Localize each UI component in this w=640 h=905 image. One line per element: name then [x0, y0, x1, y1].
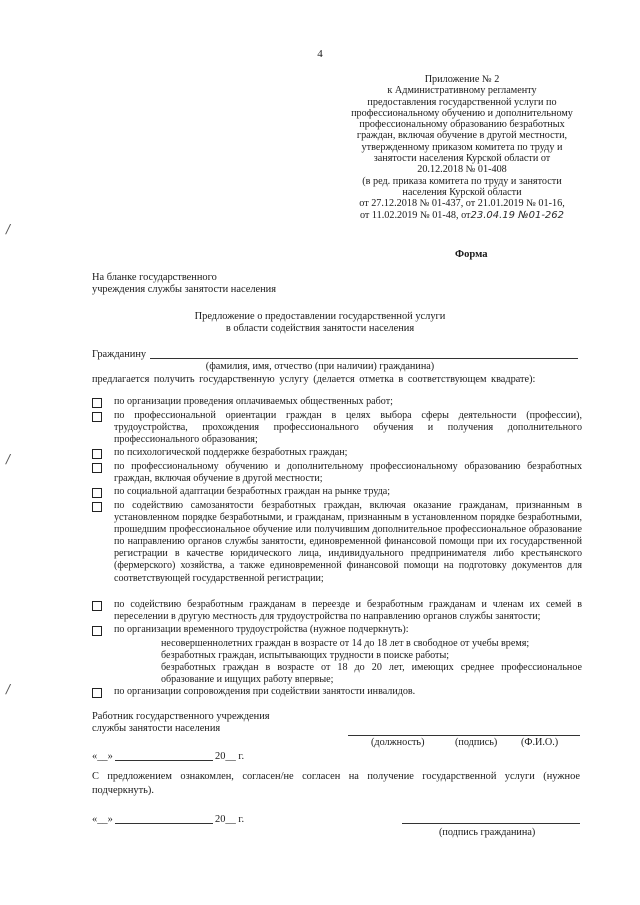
worker-line: службы занятости населения — [92, 723, 221, 734]
date-day: «__» — [92, 814, 113, 825]
date-year: 20__ г. — [215, 751, 245, 762]
service-text: по организации проведения оплачиваемых общественных работ; — [114, 396, 393, 407]
service-checkbox[interactable] — [92, 601, 102, 611]
appendix-line: населения Курской области — [402, 186, 522, 198]
appendix-line: (в ред. приказа комитета по труду и занятости — [362, 175, 562, 187]
worker-line: Работник государственного учреждения — [92, 711, 270, 722]
appendix-last-line — [343, 210, 581, 221]
offer-text: предлагается получить государственную услугу (делается отметка в соответствующем квадрате): — [92, 374, 536, 385]
service-item — [92, 486, 582, 499]
service-text: по организации временного трудоустройства (нужное подчеркнуть): — [114, 624, 409, 635]
fio-caption: (фамилия, имя, отчество (при наличии) гражданина) — [205, 361, 435, 372]
signature-caption: (подпись) — [455, 737, 498, 748]
temp-employment-option[interactable]: безработных граждан, испытывающих трудности в поиске работы; — [161, 650, 450, 661]
margin-mark: / — [6, 452, 11, 466]
appendix-line: предоставления государственной услуги по — [367, 96, 557, 108]
service-text: по социальной адаптации безработных граждан на рынке труда; — [114, 486, 391, 497]
service-item — [92, 410, 582, 448]
citizen-signature-line[interactable] — [402, 823, 580, 824]
appendix-line-text: от 11.02.2019 № 01-48, от — [359, 209, 471, 221]
document-title — [0, 311, 640, 335]
date-year: 20__ г. — [215, 814, 245, 825]
worker-signature-line[interactable] — [348, 735, 580, 736]
appendix-line: утвержденному приказом комитета по труду и — [361, 141, 563, 153]
appendix-line: занятости населения Курской области от — [373, 153, 551, 165]
date-day: «__» — [92, 751, 113, 762]
service-item — [92, 396, 582, 409]
agreement-text: С предложением ознакомлен, согласен/не согласен на получение государственной услуги (нужное подчеркнуть). — [92, 771, 580, 796]
title-line: в области содействия занятости населения — [225, 323, 415, 334]
temp-employment-option[interactable]: несовершеннолетних граждан в возрасте от 14 до 18 лет в свободное от учебы время; — [161, 638, 530, 649]
handwritten-amendment: 23.04.19 №01-262 — [470, 209, 565, 221]
appendix-line: профессиональному образованию безработных — [359, 119, 565, 131]
page-number: 4 — [317, 48, 323, 60]
appendix-line: 20.12.2018 № 01-408 — [417, 164, 507, 176]
citizen-name-field[interactable] — [150, 358, 578, 359]
service-item — [92, 500, 582, 598]
appendix-line: граждан, включая обучение в другой местности, — [356, 130, 568, 142]
service-text: по содействию безработным гражданам в переезде и безработным гражданам и членам их семей в переселении в другую местность для трудоустройства по направлению органов службы занятости; — [114, 599, 582, 623]
fio-caption-worker: (Ф.И.О.) — [521, 737, 559, 748]
service-text: по профессиональному обучению и дополнительному профессиональному образованию безработных граждан, включая обучение в другой местности; — [114, 461, 582, 485]
citizen-signature-caption: (подпись гражданина) — [439, 827, 536, 838]
temp-employment-option[interactable]: безработных граждан в возрасте от 18 до 20 лет, имеющих среднее профессиональное образование и ищущих работу впервые; — [161, 662, 582, 685]
service-checkbox[interactable] — [92, 688, 102, 698]
service-text: по содействию самозанятости безработных граждан, включая оказание гражданам, признанным в установленном порядке безработными, и гражданам, признанным в установленном порядке безработными, прошедшим профессиональное обучение или получившим дополнительное профессиональное образование по направлению органов службы занятости, единовременной финансовой помощи при их государственной регистрации в качестве юридического лица, индивидуального предпринимателя либо крестьянского (фермерского) хозяйства, а также единовременной финансовой помощи на подготовку документов для соответствующей государственной регистрации; — [114, 500, 582, 584]
form-label: Форма — [455, 249, 488, 260]
appendix-line: к Административному регламенту — [387, 85, 537, 97]
appendix-line: профессиональному обучению и дополнительному — [351, 107, 573, 119]
service-checkbox[interactable] — [92, 488, 102, 498]
letterhead-line: На бланке государственного — [92, 272, 217, 283]
service-text: по организации сопровождения при содействии занятости инвалидов. — [114, 686, 416, 697]
appendix-line: от 27.12.2018 № 01-437, от 21.01.2019 № 01-16, — [359, 198, 565, 210]
citizen-label: Гражданину — [92, 349, 147, 360]
position-caption: (должность) — [371, 737, 425, 748]
service-item — [92, 599, 582, 624]
appendix-header — [343, 74, 581, 221]
service-text: по психологической поддержке безработных граждан; — [114, 447, 348, 458]
worker-label — [92, 711, 270, 735]
letterhead-line: учреждения службы занятости населения — [92, 284, 277, 295]
service-checkbox[interactable] — [92, 412, 102, 422]
date-month-field[interactable] — [115, 823, 213, 824]
service-item — [92, 624, 582, 637]
service-checkbox[interactable] — [92, 626, 102, 636]
service-item — [92, 447, 582, 460]
service-checkbox[interactable] — [92, 502, 102, 512]
date-month-field[interactable] — [115, 760, 213, 761]
service-text: по профессиональной ориентации граждан в целях выбора сферы деятельности (профессии), трудоустройства, прохождения профессионального обучения и получения дополнительного профессионального образования; — [114, 410, 582, 446]
service-checkbox[interactable] — [92, 463, 102, 473]
title-line: Предложение о предоставлении государственной услуги — [194, 311, 446, 322]
service-item — [92, 686, 582, 699]
margin-mark: / — [6, 682, 11, 696]
margin-mark: / — [6, 222, 11, 236]
service-checkbox[interactable] — [92, 398, 102, 408]
service-checkbox[interactable] — [92, 449, 102, 459]
letterhead-note — [92, 272, 276, 296]
appendix-line: Приложение № 2 — [424, 74, 500, 85]
service-item — [92, 461, 582, 486]
